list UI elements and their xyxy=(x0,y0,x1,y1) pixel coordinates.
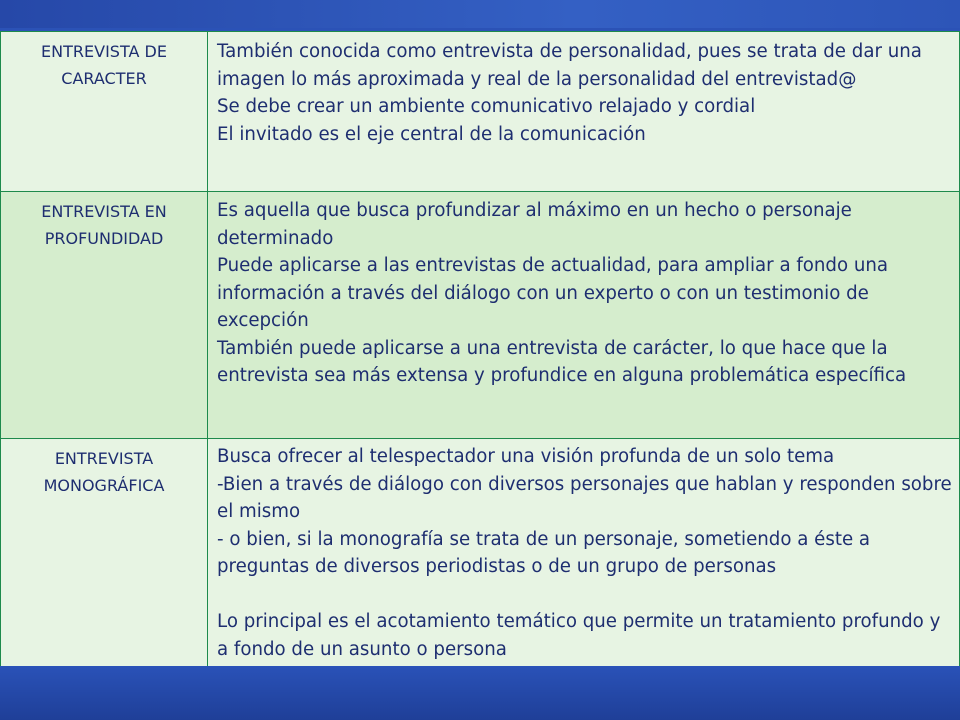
paragraph: También puede aplicarse a una entrevista de carácter, lo que hace que la entrevista sea más extensa y profundice en alguna problemática específica xyxy=(217,337,907,386)
background-bottom-band xyxy=(0,666,960,720)
paragraph: -Bien a través de diálogo con diversos personajes que hablan y responden sobre el mismo xyxy=(217,473,952,522)
interview-types-table xyxy=(0,31,960,688)
paragraph: Busca ofrecer al telespectador una visión profunda de un solo tema xyxy=(217,446,835,467)
background-top-band xyxy=(0,0,960,28)
table-row xyxy=(1,32,960,192)
row-label-profundidad: ENTREVISTA EN PROFUNDIDAD xyxy=(1,192,208,439)
row-content-profundidad xyxy=(208,192,960,439)
paragraph: - o bien, si la monografía se trata de un personaje, sometiendo a éste a preguntas de diversos periodistas o de un grupo de personas xyxy=(217,528,871,577)
paragraph: El invitado es el eje central de la comunicación xyxy=(217,123,646,145)
table-row xyxy=(1,192,960,439)
paragraph: También conocida como entrevista de personalidad, pues se trata de dar una imagen lo más aproximada y real de la personalidad del entrevistad@ xyxy=(217,41,922,90)
row-content-monografica xyxy=(208,439,960,688)
paragraph: Lo principal es el acotamiento temático que permite un tratamiento profundo y a fondo de un asunto o persona xyxy=(217,611,941,660)
table-row xyxy=(1,439,960,688)
paragraph: Es aquella que busca profundizar al máximo en un hecho o personaje determinado xyxy=(217,200,852,249)
row-content-caracter xyxy=(208,32,960,192)
paragraph: Se debe crear un ambiente comunicativo relajado y cordial xyxy=(217,96,756,117)
row-label-caracter: ENTREVISTA DE CARACTER xyxy=(1,32,208,192)
paragraph: Puede aplicarse a las entrevistas de actualidad, para ampliar a fondo una información a través del diálogo con un experto o con un testimonio de excepción xyxy=(217,255,889,331)
paragraph-spacer xyxy=(217,581,953,609)
row-label-monografica: ENTREVISTA MONOGRÁFICA xyxy=(1,439,208,688)
